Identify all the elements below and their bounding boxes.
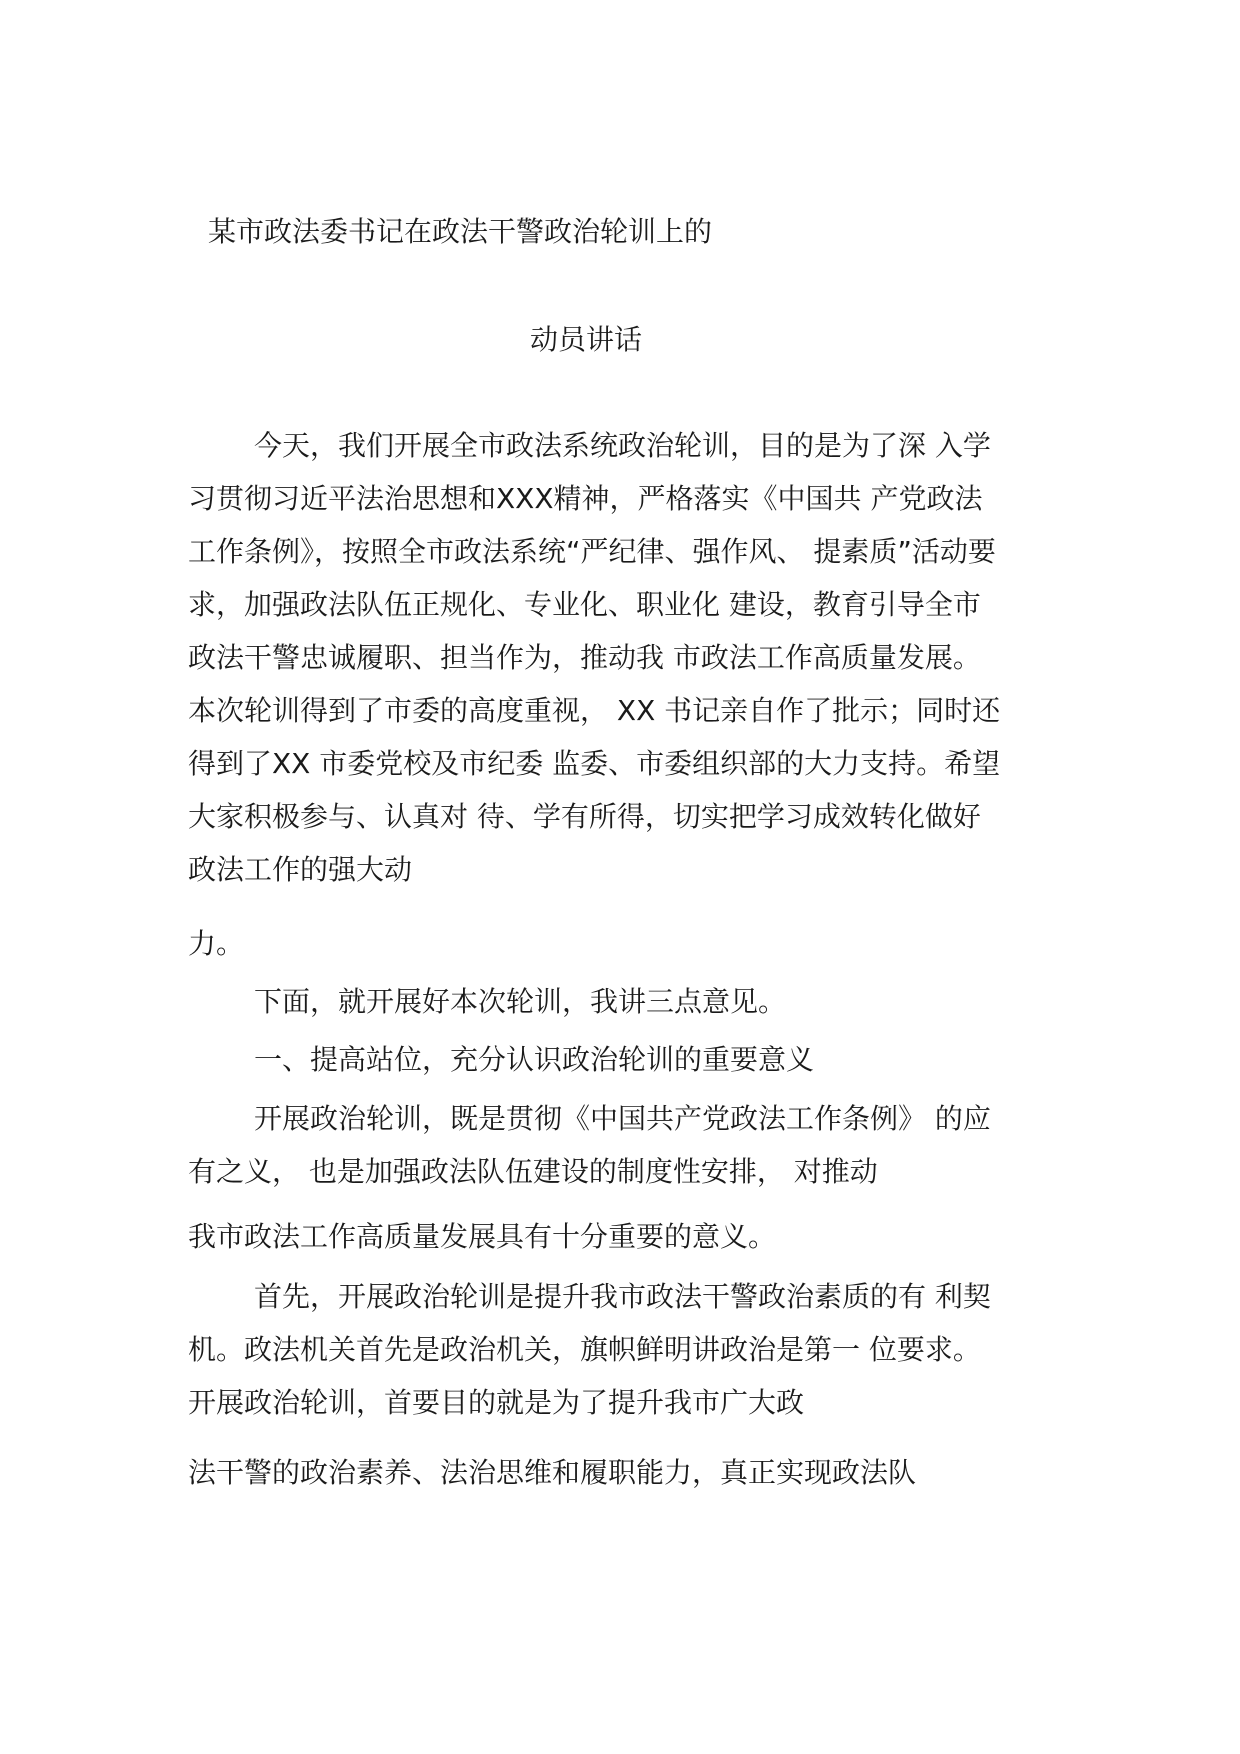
paragraph-2 (188, 975, 1068, 1028)
paragraph-line: 本次轮训得到了市委的高度重视， XX 书记亲自作了批示；同时还 (188, 694, 1001, 727)
paragraph-line: 开展政治轮训，既是贯彻《中国共产党政法工作条例》 的应 (254, 1102, 991, 1135)
title-line-2: 动员讲话 (529, 323, 642, 356)
paragraph-3 (188, 1092, 1068, 1198)
paragraph-line: 我市政法工作高质量发展具有十分重要的意义。 (188, 1220, 777, 1253)
paragraph-line: 政法干警忠诚履职、担当作为，推动我 市政法工作高质量发展。 (188, 641, 981, 674)
paragraph-line: 下面，就开展好本次轮训，我讲三点意见。 (254, 985, 787, 1018)
paragraph-line: 开展政治轮训，首要目的就是为了提升我市广大政 (188, 1386, 805, 1419)
paragraph-line: 首先，开展政治轮训是提升我市政法干警政治素质的有 利契 (254, 1280, 991, 1313)
paragraph-line: 机。政法机关首先是政治机关，旗帜鲜明讲政治是第一 位要求。 (188, 1333, 981, 1366)
paragraph-line: 大家积极参与、认真对 待、学有所得，切实把学习成效转化做好 (188, 800, 981, 833)
paragraph-line: 习贯彻习近平法治思想和XXX精神，严格落实《中国共 产党政法 (188, 482, 983, 515)
paragraph-line: 得到了XX 市委党校及市纪委 监委、市委组织部的大力支持。希望 (188, 747, 1001, 780)
paragraph-3-tail (188, 1210, 1068, 1263)
section-heading-1 (188, 1033, 1068, 1086)
section-heading-text: 一、提高站位，充分认识政治轮训的重要意义 (254, 1043, 815, 1076)
paragraph-line: 有之义， 也是加强政法队伍建设的制度性安排， 对推动 (188, 1155, 878, 1188)
paragraph-line: 力。 (188, 927, 245, 960)
paragraph-1 (188, 419, 1068, 896)
paragraph-4-tail (188, 1446, 1068, 1499)
paragraph-line: 法干警的政治素养、法治思维和履职能力，真正实现政法队 (188, 1456, 917, 1489)
paragraph-1-tail (188, 917, 1068, 970)
paragraph-4 (188, 1270, 1068, 1429)
paragraph-line: 工作条例》，按照全市政法系统“严纪律、强作风、 提素质”活动要 (188, 535, 996, 568)
paragraph-line: 求，加强政法队伍正规化、专业化、职业化 建设，教育引导全市 (188, 588, 981, 621)
paragraph-line: 今天，我们开展全市政法系统政治轮训，目的是为了深 入学 (254, 429, 991, 462)
paragraph-line: 政法工作的强大动 (188, 853, 413, 886)
title-line-1: 某市政法委书记在政法干警政治轮训上的 (208, 215, 713, 248)
